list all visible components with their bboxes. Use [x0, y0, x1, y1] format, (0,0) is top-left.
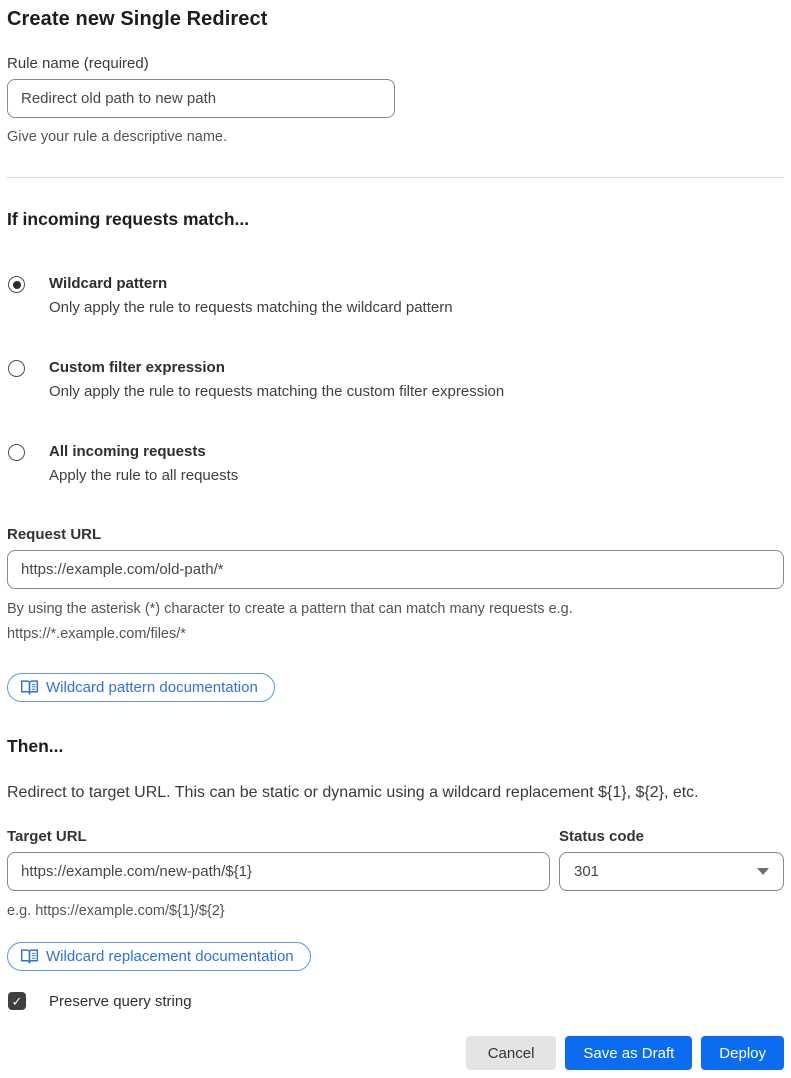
request-url-help-line1: By using the asterisk (*) character to create a pattern that can match many requests e.g. — [7, 601, 573, 617]
status-code-column — [559, 828, 784, 891]
doc-button-label: Wildcard replacement documentation — [46, 948, 294, 965]
target-url-label: Target URL — [7, 828, 87, 845]
request-url-input[interactable] — [7, 550, 784, 589]
radio-option-texts — [49, 443, 238, 484]
checkbox-checked-icon[interactable]: ✓ — [8, 992, 26, 1010]
match-options-group — [7, 275, 784, 484]
status-code-label: Status code — [559, 828, 645, 845]
page-title: Create new Single Redirect — [7, 8, 268, 30]
target-and-status-row — [7, 828, 784, 891]
then-section-heading: Then... — [7, 736, 64, 756]
radio-option-wildcard-pattern[interactable] — [7, 275, 784, 316]
request-url-label: Request URL — [7, 526, 102, 543]
radio-button-selected[interactable] — [8, 276, 25, 293]
target-url-input[interactable] — [7, 852, 550, 891]
form-footer — [7, 1036, 784, 1070]
rule-name-help: Give your rule a descriptive name. — [7, 129, 228, 145]
request-url-help-line2: https://*.example.com/files/* — [7, 626, 186, 642]
radio-option-texts — [49, 359, 504, 400]
cancel-button[interactable]: Cancel — [466, 1036, 557, 1070]
create-single-redirect-form — [0, 8, 791, 1078]
deploy-button[interactable]: Deploy — [701, 1036, 784, 1070]
radio-button[interactable] — [8, 444, 25, 461]
preserve-query-label[interactable]: Preserve query string — [49, 992, 192, 1010]
radio-label[interactable]: Wildcard pattern — [49, 275, 168, 292]
radio-option-all-requests[interactable] — [7, 443, 784, 484]
then-description: Redirect to target URL. This can be static or dynamic using a wildcard replacement ${1}, ${2}, etc. — [7, 784, 699, 801]
status-code-selected-value: 301 — [574, 863, 600, 880]
radio-button[interactable] — [8, 360, 25, 377]
target-url-help: e.g. https://example.com/${1}/${2} — [7, 903, 225, 919]
section-divider — [7, 177, 784, 178]
radio-option-custom-filter[interactable] — [7, 359, 784, 400]
open-book-icon — [21, 949, 38, 964]
rule-name-input[interactable] — [7, 79, 395, 118]
radio-description: Only apply the rule to requests matching the wildcard pattern — [49, 299, 453, 316]
radio-description: Only apply the rule to requests matching the custom filter expression — [49, 383, 505, 400]
target-url-column — [7, 828, 550, 891]
doc-button-label: Wildcard pattern documentation — [46, 679, 258, 696]
wildcard-pattern-doc-button[interactable] — [7, 673, 275, 702]
wildcard-replacement-doc-button[interactable] — [7, 942, 311, 971]
match-section-heading: If incoming requests match... — [7, 209, 250, 229]
radio-option-texts — [49, 275, 453, 316]
radio-description: Apply the rule to all requests — [49, 467, 239, 484]
radio-label[interactable]: Custom filter expression — [49, 359, 225, 376]
save-as-draft-button[interactable]: Save as Draft — [565, 1036, 692, 1070]
request-url-help — [7, 597, 784, 647]
open-book-icon — [21, 680, 38, 695]
radio-label[interactable]: All incoming requests — [49, 443, 206, 460]
status-code-select[interactable] — [559, 852, 784, 891]
rule-name-label: Rule name (required) — [7, 55, 149, 72]
preserve-query-row[interactable] — [7, 992, 784, 1010]
chevron-down-icon — [757, 868, 769, 875]
